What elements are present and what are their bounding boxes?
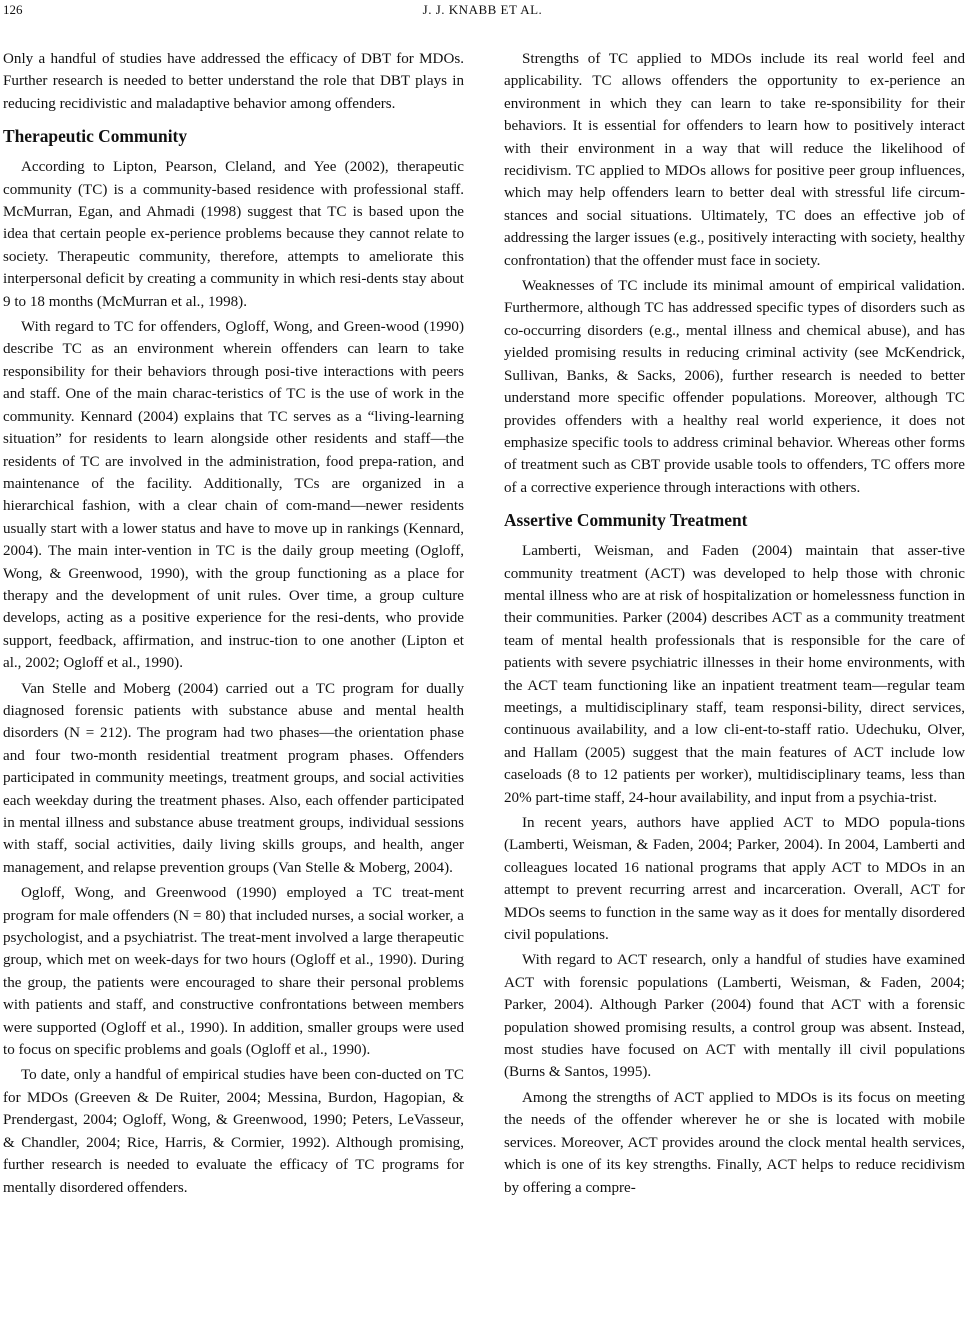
body-paragraph: With regard to ACT research, only a handful of studies have examined ACT with forensic populations (Lamberti, Weisman, & Faden, 2004; Parker, 2004). Although Parker (2004) found that ACT with a forensic population showed promising results, a control group was absent. Instead, most studies have focused on ACT with mentally ill civil populations (Burns & Santos, 1995). <box>504 952 965 1081</box>
body-paragraph: Van Stelle and Moberg (2004) carried out a TC program for dually diagnosed forensic patients with substance abuse and mental health disorders (N = 212). The program had two phases—the orientation phase and four two-month residential treatment program phases. Offenders participated in community meetings, treatment groups, and social activities each weekday during the treatment phases. Also, each offender participated in mental illness and substance abuse treatment groups, individual sessions with staff, social activities, daily living skills groups, and health, anger management, and relapse prevention groups (Van Stelle & Moberg, 2004). <box>3 680 464 876</box>
body-paragraph: Strengths of TC applied to MDOs include its real world feel and applicability. TC allows offenders the opportunity to ex-perience an environment in which they can learn to take re-sponsibility for their behaviors. It is essential for offenders to learn how to positively interact with their environment in a way that will reduce the likelihood of recidivism. TC applied to MDOs allows for positive peer group influences, which may help offenders learn to better deal with stressful life circum-stances and social situations. Ultimately, TC does an effective job of addressing the larger issues (e.g., positively interacting with society, healthy confrontation) that the offender must face in society. <box>504 51 965 269</box>
body-paragraph: Weaknesses of TC include its minimal amount of empirical validation. Furthermore, although TC has addressed specific types of disorders such as co-occurring disorders (e.g., mental illness and chemical abuse), and has yielded promising results in reducing criminal activity (see McKendrick, Sullivan, Banks, & Sacks, 2006), further research is needed to better understand more specific offender populations. Moreover, although TC provides offenders with a healthy real world experience, it does not emphasize specific tools to address criminal behavior. Whereas other forms of treatment such as CBT provide usable tools to offenders, TC offers more of a corrective experience through interactions with others. <box>504 278 965 496</box>
page-number: 126 <box>3 2 23 17</box>
page-header <box>0 0 965 22</box>
section-heading-assertive-community-treatment: Assertive Community Treatment <box>504 510 748 531</box>
running-head: J. J. KNABB ET AL. <box>422 2 543 17</box>
section-heading-therapeutic-community: Therapeutic Community <box>3 126 188 147</box>
body-paragraph: Ogloff, Wong, and Greenwood (1990) employed a TC treat-ment program for male offenders (N = 80) that included nurses, a social worker, a psychologist, and a psychiatrist. The treat-ment involved a large therapeutic group, which met on week-days for two hours (Ogloff et al., 1990). During the group, the patients were encouraged to share their personal problems with patients and staff, and constructive confrontations between members were supported (Ogloff et al., 1990). In addition, smaller groups were used to focus on specific problems and goals (Ogloff et al., 1990). <box>3 885 464 1059</box>
body-paragraph: In recent years, authors have applied ACT to MDO popula-tions (Lamberti, Weisman, & Faden, 2004; Parker, 2004). In 2004, Lamberti and colleagues located 16 national programs that apply ACT to MDOs in an attempt to prevent recurring arrest and incarceration. Overall, ACT for MDOs seems to function in the same way as it does for mentally disordered civil populations. <box>504 815 965 944</box>
left-column <box>3 48 464 1202</box>
body-paragraph: To date, only a handful of empirical studies have been con-ducted on TC for MDOs (Greeven & De Ruiter, 2004; Messina, Burdon, Hagopian, & Prendergast, 2004; Ogloff, Wong, & Greenwood, 1990; Peters, LeVasseur, & Chandler, 2004; Rice, Harris, & Cormier, 1992). Although promising, further research is needed to evaluate the efficacy of TC programs for mentally disordered offenders. <box>3 1067 464 1196</box>
body-paragraph: With regard to TC for offenders, Ogloff, Wong, and Green-wood (1990) describe TC as an environment wherein offenders can learn to take responsibility for their behaviors through posi-tive interactions with peers and staff. One of the main charac-teristics of TC is the use of work in the community. Kennard (2004) explains that TC serves as a “living-learning situation” for residents to learn alongside other residents and staff—the residents of TC are involved in the administration, food prepa-ration, and maintenance of the facility. Additionally, TCs are organized in a hierarchical fashion, with a clear chain of com-mand—newer residents usually start with a lower status and have to move up in rankings (Kennard, 2004). The main inter-vention in TC is the daily group meeting (Ogloff, Wong, & Greenwood, 1990), with the group functioning as a place for therapy and the development of unit rules. Over time, a group culture develops, acting as a positive experience for the resi-dents, who provide support, feedback, affirmation, and instruc-tion to one another (Lipton et al., 2002; Ogloff et al., 1990). <box>3 319 464 672</box>
intro-paragraph: Only a handful of studies have addressed the efficacy of DBT for MDOs. Further research is needed to better understand the role that DBT plays in reducing recidivistic and maladaptive behavior among offenders. <box>3 51 464 112</box>
body-paragraph: Among the strengths of ACT applied to MDOs is its focus on meeting the needs of the offender wherever he or she is located with mobile services. Moreover, ACT provides around the clock mental health services, which is one of its key strengths. Finally, ACT helps to reduce recidivism by offering a compre- <box>504 1089 965 1196</box>
body-paragraph: According to Lipton, Pearson, Cleland, and Yee (2002), therapeutic community (TC) is a community-based residence with professional staff. McMurran, Egan, and Ahmadi (1998) suggest that TC is based upon the idea that certain people ex-perience problems because they cannot relate to society. Therapeutic community, therefore, attempts to ameliorate this interpersonal deficit by creating a community in which resi-dents stay about 9 to 18 months (McMurran et al., 1998). <box>3 159 464 310</box>
right-column <box>504 48 965 1202</box>
body-paragraph: Lamberti, Weisman, and Faden (2004) maintain that asser-tive community treatment (ACT) was developed to help those with chronic mental illness who are at risk of hospitalization or homelessness function in their communities. Parker (2004) describes ACT as a community treatment team of mental health professionals that is responsible for the care of patients with severe psychiatric illnesses in their home environments, with the ACT team functioning like an inpatient treatment team—regular team meetings, a multidisciplinary staff, team responsi-bility, direct services, continuous availability, and a low cli-ent-to-staff ratio. Udechuku, Olver, and Hallam (2005) suggest that the main features of ACT include low caseloads (8 to 12 patients per worker), multidisciplinary teams, less than 20% part-time staff, 24-hour availability, and input from a psychia-trist. <box>504 543 965 806</box>
